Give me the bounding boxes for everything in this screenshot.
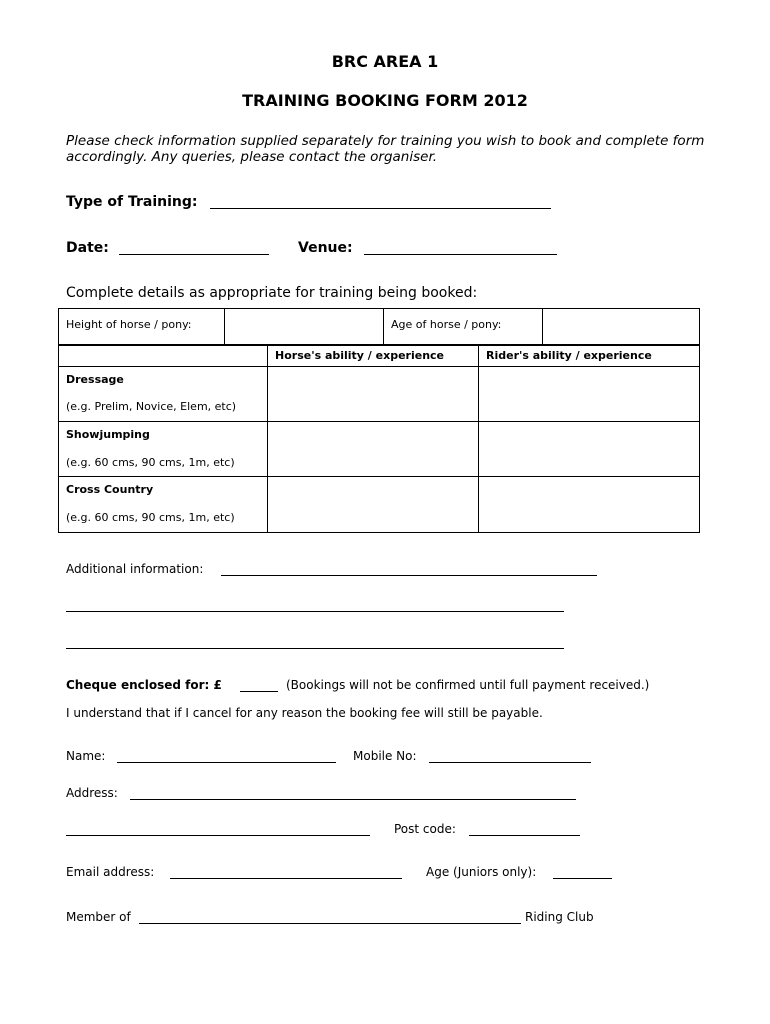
address-line-2[interactable] bbox=[66, 835, 370, 836]
showjumping-rider-field[interactable] bbox=[480, 423, 698, 475]
mobile-label: Mobile No: bbox=[353, 749, 417, 763]
horse-info-divider bbox=[383, 308, 384, 345]
table-instructions: Complete details as appropriate for training being booked: bbox=[66, 285, 478, 301]
venue-label: Venue: bbox=[298, 240, 353, 256]
cheque-amount-field[interactable] bbox=[240, 691, 278, 692]
form-title: TRAINING BOOKING FORM 2012 bbox=[242, 91, 528, 110]
email-label: Email address: bbox=[66, 865, 155, 879]
postcode-label: Post code: bbox=[394, 822, 456, 836]
type-of-training-label: Type of Training: bbox=[66, 194, 198, 210]
ability-column-divider bbox=[267, 345, 268, 533]
additional-info-field[interactable] bbox=[221, 575, 597, 576]
address-label: Address: bbox=[66, 786, 118, 800]
additional-info-label: Additional information: bbox=[66, 562, 204, 576]
member-of-label: Member of bbox=[66, 910, 131, 924]
horse-info-divider bbox=[542, 308, 543, 345]
discipline-example: (e.g. 60 cms, 90 cms, 1m, etc) bbox=[66, 456, 235, 469]
name-field[interactable] bbox=[117, 762, 336, 763]
age-field[interactable] bbox=[553, 878, 612, 879]
dressage-horse-field[interactable] bbox=[269, 368, 477, 420]
cross-country-horse-field[interactable] bbox=[269, 478, 477, 531]
date-field[interactable] bbox=[119, 254, 269, 255]
riding-club-field[interactable] bbox=[139, 923, 521, 924]
rider-ability-header: Rider's ability / experience bbox=[486, 349, 652, 362]
horse-info-divider bbox=[224, 308, 225, 345]
mobile-field[interactable] bbox=[429, 762, 591, 763]
ability-row-divider bbox=[58, 421, 700, 422]
discipline-example: (e.g. Prelim, Novice, Elem, etc) bbox=[66, 400, 237, 413]
cross-country-rider-field[interactable] bbox=[480, 478, 698, 531]
intro-text: Please check information supplied separately for training you wish to book and complete form accordingly. Any queries, please contact the organiser. bbox=[66, 133, 705, 165]
date-label: Date: bbox=[66, 240, 109, 256]
discipline-cross-country: Cross Country bbox=[66, 483, 154, 496]
discipline-example: (e.g. 60 cms, 90 cms, 1m, etc) bbox=[66, 511, 235, 524]
discipline-showjumping: Showjumping bbox=[66, 428, 150, 441]
cancellation-notice: I understand that if I cancel for any reason the booking fee will still be payable. bbox=[66, 706, 543, 720]
address-field[interactable] bbox=[130, 799, 576, 800]
age-label: Age (Juniors only): bbox=[426, 865, 537, 879]
additional-info-line[interactable] bbox=[66, 648, 564, 649]
postcode-field[interactable] bbox=[469, 835, 580, 836]
dressage-rider-field[interactable] bbox=[480, 368, 698, 420]
email-field[interactable] bbox=[170, 878, 402, 879]
horse-height-label: Height of horse / pony: bbox=[66, 318, 192, 331]
horse-ability-header: Horse's ability / experience bbox=[275, 349, 445, 362]
horse-age-field[interactable] bbox=[544, 310, 698, 343]
additional-info-line[interactable] bbox=[66, 611, 564, 612]
horse-height-field[interactable] bbox=[226, 310, 382, 343]
name-label: Name: bbox=[66, 749, 106, 763]
cheque-label: Cheque enclosed for: £ bbox=[66, 678, 222, 692]
discipline-dressage: Dressage bbox=[66, 373, 124, 386]
ability-row-divider bbox=[58, 476, 700, 477]
ability-row-divider bbox=[58, 366, 700, 367]
type-of-training-field[interactable] bbox=[210, 208, 551, 209]
riding-club-label: Riding Club bbox=[525, 910, 594, 924]
ability-column-divider bbox=[478, 345, 479, 533]
form-heading-area: BRC AREA 1 bbox=[331, 52, 439, 71]
showjumping-horse-field[interactable] bbox=[269, 423, 477, 475]
cheque-note: (Bookings will not be confirmed until full payment received.) bbox=[286, 678, 650, 692]
horse-age-label: Age of horse / pony: bbox=[391, 318, 502, 331]
venue-field[interactable] bbox=[364, 254, 557, 255]
